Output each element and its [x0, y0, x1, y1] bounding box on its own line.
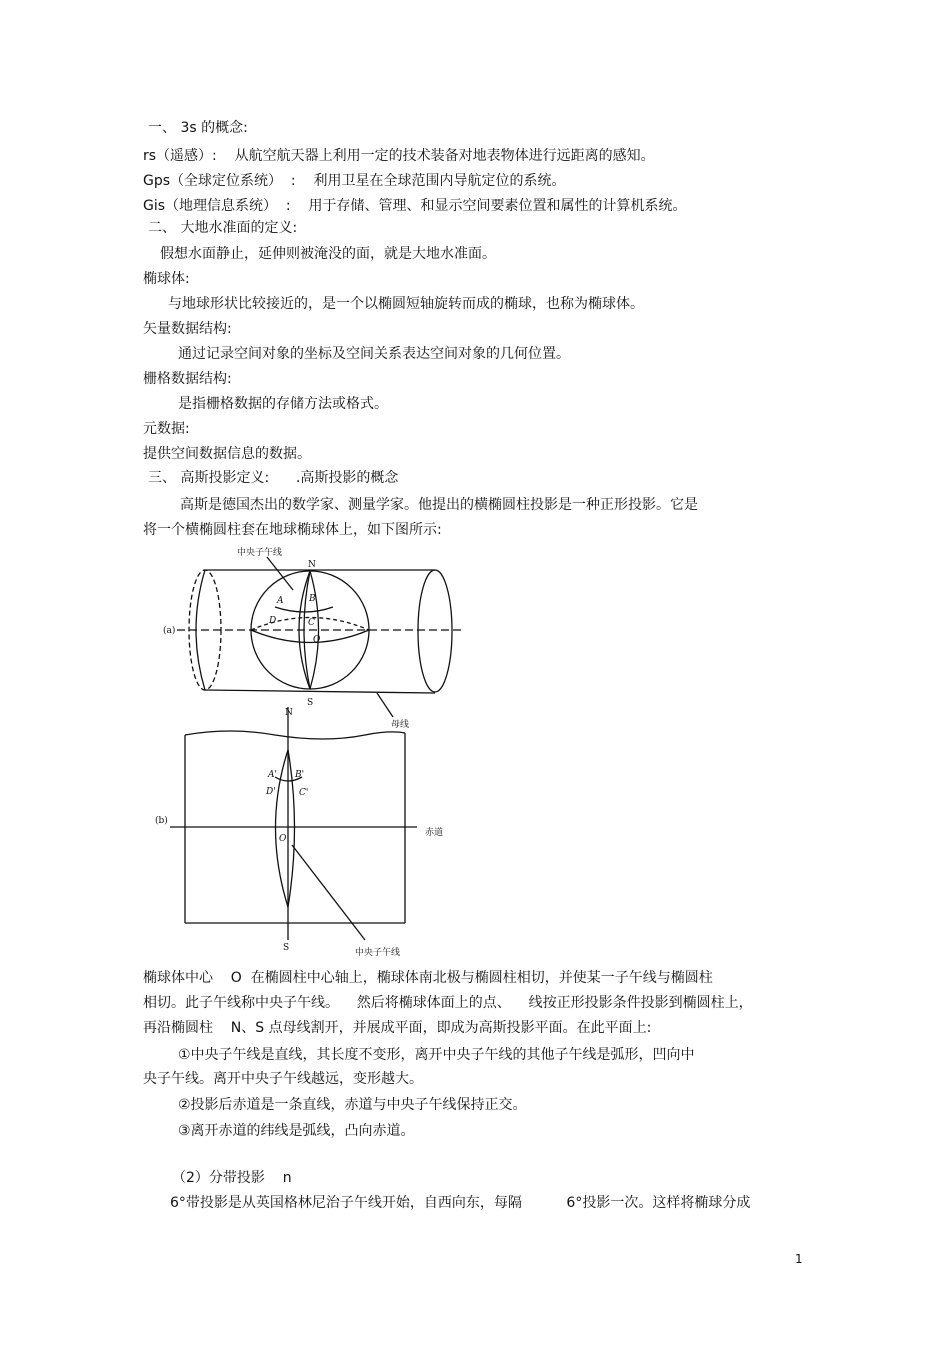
label-a-b: A' [268, 770, 277, 780]
line-8: 与地球形状比较接近的，是一个以椭圆短轴旋转而成的椭球，也称为椭球体。 [168, 296, 644, 312]
cylinder-bottom-edge [205, 690, 435, 693]
label-s-b: S [283, 943, 290, 953]
label-n-a: N [308, 560, 316, 570]
line-21: ①中央子午线是直线，其长度不变形，离开中央子午线的其他子午线是弧形，凹向中 [178, 1047, 695, 1063]
gauss-projection-diagram [155, 545, 475, 965]
line-3: Gps（全球定位系统） : 利用卫星在全球范围内导航定位的系统。 [143, 173, 566, 189]
line-24: ③离开赤道的纬线是弧线，凸向赤道。 [178, 1123, 415, 1139]
label-equator: 赤道 [425, 828, 444, 838]
line-2: rs（遥感）: 从航空航天器上利用一定的技术装备对地表物体进行远距离的感知。 [143, 148, 655, 164]
label-central-meridian-b: 中央子午线 [355, 948, 401, 958]
label-o-b: O [279, 834, 287, 844]
line-19: 相切。此子午线称中央子午线。 然后将椭球体面上的点、 线按正形投影条件投影到椭圆柱上， [143, 995, 753, 1011]
label-n-b: N [285, 708, 293, 718]
line-4: Gis（地理信息系统） : 用于存储、管理、和显示空间要素位置和属性的计算机系统。 [143, 198, 687, 214]
label-d-a: D [269, 616, 277, 626]
line-12: 是指栅格数据的存储方法或格式。 [178, 396, 388, 412]
line-25: （2）分带投影 n [172, 1170, 292, 1186]
line-20: 再沿椭圆柱 N、S 点母线割开，并展成平面，即成为高斯投影平面。在此平面上: [143, 1020, 652, 1036]
label-b-b: B' [295, 770, 305, 780]
leader-central-meridian-b [292, 845, 365, 940]
label-part-a: (a) [163, 626, 176, 636]
line-7: 椭球体: [143, 271, 190, 287]
line-15: 三、 高斯投影定义: .高斯投影的概念 [148, 470, 399, 486]
cylinder-right-end [418, 570, 452, 692]
equator-arc-front [251, 630, 369, 643]
line-1: 一、 3s 的概念: [148, 120, 248, 136]
label-d-b: D' [266, 787, 276, 797]
label-generatrix: 母线 [391, 720, 410, 730]
line-10: 通过记录空间对象的坐标及空间关系表达空间对象的几何位置。 [178, 346, 570, 362]
line-23: ②投影后赤道是一条直线，赤道与中央子午线保持正交。 [178, 1097, 527, 1113]
label-c-a: C [308, 618, 315, 628]
line-16: 高斯是德国杰出的数学家、测量学家。他提出的横椭圆柱投影是一种正形投影。它是 [180, 497, 698, 513]
label-c-b: C' [299, 788, 309, 798]
label-b-a: B [309, 594, 316, 604]
line-6: 假想水面静止，延伸则被淹没的面，就是大地水准面。 [160, 246, 496, 262]
line-9: 矢量数据结构: [143, 321, 232, 337]
label-o-a: O [313, 635, 321, 645]
line-13: 元数据: [143, 421, 190, 437]
line-22: 央子午线。离开中央子午线越远，变形越大。 [143, 1071, 423, 1087]
line-11: 栅格数据结构: [143, 371, 232, 387]
leader-generatrix [377, 693, 393, 717]
gauss-projection-figure [155, 545, 475, 965]
meridian-lens-left [276, 750, 289, 907]
label-s-a: S [307, 698, 314, 708]
line-17: 将一个横椭圆柱套在地球椭球体上，如下图所示: [143, 522, 442, 538]
plane-top-edge [185, 731, 405, 739]
line-18: 椭球体中心 O 在椭圆柱中心轴上，椭球体南北极与椭圆柱相切，并使某一子午线与椭圆柱 [143, 970, 713, 986]
label-a-a: A [277, 596, 284, 606]
label-part-b: (b) [155, 816, 168, 826]
page-number: 1 [795, 1252, 803, 1266]
line-26: 6°带投影是从英国格林尼治子午线开始，自西向东，每隔 6°投影一次。这样将椭球分成 [170, 1195, 751, 1211]
line-5: 二、 大地水准面的定义: [148, 220, 298, 236]
label-central-meridian-a: 中央子午线 [237, 548, 283, 558]
line-14: 提供空间数据信息的数据。 [143, 446, 311, 462]
meridian-lens-right [288, 750, 295, 907]
